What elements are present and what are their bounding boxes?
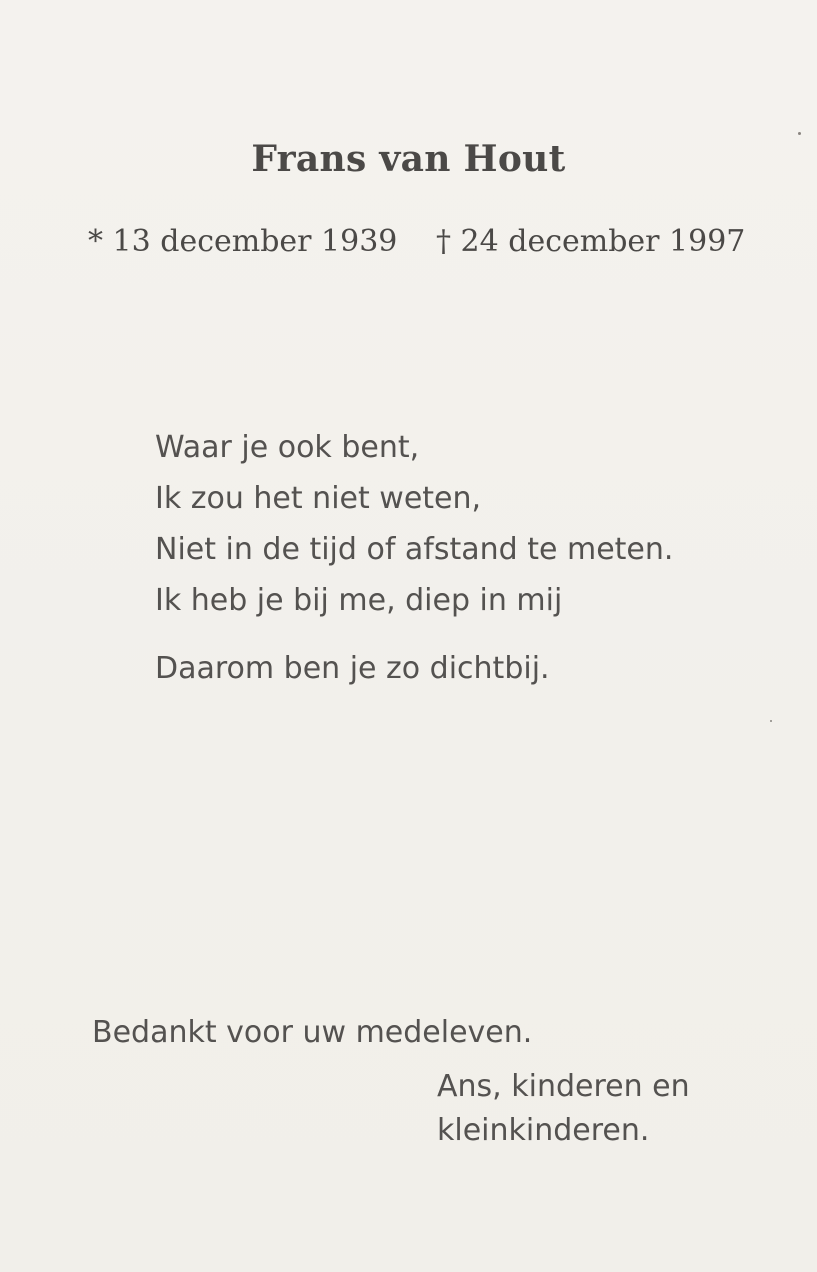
death-date: † 24 december 1997 xyxy=(436,224,746,259)
poem xyxy=(155,422,673,694)
poem-line: Ik heb je bij me, diep in mij xyxy=(155,583,563,618)
deceased-name: Frans van Hout xyxy=(251,138,566,180)
poem-line: Niet in de tijd of afstand te meten. xyxy=(155,532,674,567)
signature xyxy=(437,1065,690,1153)
stanza-break xyxy=(155,626,673,643)
birth-date: * 13 december 1939 xyxy=(88,224,398,259)
signature-line: kleinkinderen. xyxy=(437,1113,650,1148)
paper-speck xyxy=(770,720,772,722)
poem-line: Ik zou het niet weten, xyxy=(155,481,482,516)
poem-line: Daarom ben je zo dichtbij. xyxy=(155,651,550,686)
thanks-text: Bedankt voor uw medeleven. xyxy=(92,1015,533,1050)
signature-line: Ans, kinderen en xyxy=(437,1069,690,1104)
paper-speck xyxy=(798,132,801,135)
poem-line: Waar je ook bent, xyxy=(155,430,420,465)
